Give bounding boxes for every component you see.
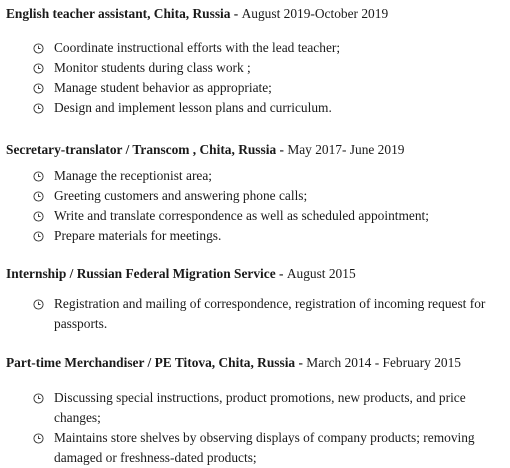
clock-icon — [31, 388, 45, 408]
duty-text: Coordinate instructional efforts with the lead teacher; — [54, 40, 341, 55]
duty-item — [6, 166, 506, 186]
duty-text: Greeting customers and answering phone calls; — [54, 188, 308, 203]
job-heading — [6, 353, 506, 373]
duty-text: Registration and mailing of correspondence, registration of incoming request for passports. — [54, 296, 486, 331]
duty-text: Write and translate correspondence as well as scheduled appointment; — [54, 208, 430, 223]
job-period: August 2019-October 2019 — [241, 6, 389, 21]
job-period: March 2014 - February 2015 — [306, 355, 461, 370]
job-role: Secretary-translator / Transcom , Chita, Russia - — [6, 142, 288, 157]
duty-item — [6, 388, 506, 428]
clock-icon — [31, 226, 45, 246]
duty-item — [6, 206, 506, 226]
job-heading — [6, 4, 506, 24]
clock-icon — [31, 294, 45, 314]
clock-icon — [31, 78, 45, 98]
duty-text: Prepare materials for meetings. — [54, 228, 222, 243]
duty-item — [6, 226, 506, 246]
duty-item — [6, 294, 506, 334]
job-role: Part-time Merchandiser / PE Titova, Chita, Russia - — [6, 355, 307, 370]
duties-list — [6, 388, 506, 468]
duty-text: Manage the receptionist area; — [54, 168, 213, 183]
duty-text: Manage student behavior as appropriate; — [54, 80, 272, 95]
job-role: English teacher assistant, Chita, Russia - — [6, 6, 242, 21]
duty-item — [6, 78, 506, 98]
clock-icon — [31, 166, 45, 186]
job-period: May 2017- June 2019 — [287, 142, 405, 157]
job-role: Internship / Russian Federal Migration Service - — [6, 266, 287, 281]
clock-icon — [31, 38, 45, 58]
clock-icon — [31, 58, 45, 78]
duty-text: Monitor students during class work ; — [54, 60, 251, 75]
duty-item — [6, 186, 506, 206]
job-entry-secretary-translator — [6, 140, 506, 246]
duties-list — [6, 294, 506, 334]
duty-item — [6, 58, 506, 78]
duty-text: Design and implement lesson plans and curriculum. — [54, 100, 332, 115]
job-heading — [6, 264, 506, 284]
duty-item — [6, 98, 506, 118]
duty-text: Discussing special instructions, product promotions, new products, and price changes; — [54, 390, 466, 425]
duties-list — [6, 38, 506, 118]
clock-icon — [31, 98, 45, 118]
clock-icon — [31, 428, 45, 448]
job-heading — [6, 140, 506, 160]
job-period: August 2015 — [286, 266, 356, 281]
clock-icon — [31, 186, 45, 206]
job-entry-part-time-merchandiser — [6, 353, 506, 468]
clock-icon — [31, 206, 45, 226]
job-entry-internship — [6, 264, 506, 334]
duty-item — [6, 38, 506, 58]
duties-list — [6, 166, 506, 246]
duty-text: Maintains store shelves by observing displays of company products; removing damaged or freshness-dated products; — [54, 430, 475, 465]
duty-item — [6, 428, 506, 468]
job-entry-english-teacher-assistant — [6, 4, 506, 118]
